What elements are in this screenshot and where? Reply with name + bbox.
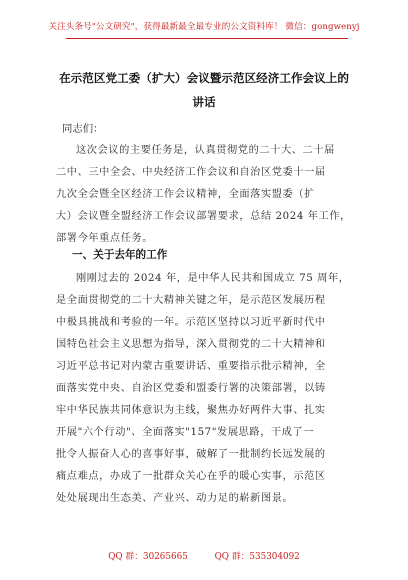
document-title-line-1: 在示范区党工委（扩大）会议暨示范区经济工作会议上的 xyxy=(59,71,349,85)
body-line: 处处展现出生态美、产业兴、动力足的崭新图景。 xyxy=(56,493,294,504)
body-line: 大）会议暨全盟经济工作会议部署要求，总结 2024 年工作， xyxy=(56,211,351,222)
body-line: 面落实党中央、自治区党委和盟委行署的决策部署，以铸 xyxy=(56,383,326,394)
body-line: 痛点难点，办成了一批群众关心在乎的暖心实事，示范区 xyxy=(56,471,326,482)
footer xyxy=(0,549,408,562)
body-line: 中极具挑战和考验的一年。示范区坚持以习近平新时代中 xyxy=(56,317,326,328)
body-line: 习近平总书记对内蒙古重要讲话、重要指示批示精神，全 xyxy=(56,361,326,372)
section-heading: 一、关于去年的工作 xyxy=(72,249,168,261)
body-line: 这次会议的主要任务是，认真贯彻党的二十大、二十届 xyxy=(76,145,335,156)
body-line: 开展"六个行动"、全面落实"157"发展思路，干成了一 xyxy=(56,427,315,438)
body-line: 批令人振奋人心的喜事好事，破解了一批制约长远发展的 xyxy=(56,449,326,460)
body-line: 刚刚过去的 2024 年，是中华人民共和国成立 75 周年， xyxy=(76,273,350,284)
body-line: 部署今年重点任务。 xyxy=(56,233,154,244)
document-title-line-2: 讲话 xyxy=(192,95,216,109)
body-line: 国特色社会主义思想为指导，深入贯彻党的二十大精神和 xyxy=(56,339,326,350)
salutation: 同志们： xyxy=(62,123,104,135)
footer-qq-group-1: QQ 群：30265665 xyxy=(108,552,188,562)
banner-rule xyxy=(66,38,348,39)
footer-qq-group-2: QQ 群：535304092 xyxy=(214,552,300,562)
body-line: 是全面贯彻党的二十大精神关键之年，是示范区发展历程 xyxy=(56,295,326,306)
body-line: 二中、三中全会、中央经济工作会议和自治区党委十一届 xyxy=(56,167,326,178)
body-line: 牢中华民族共同体意识为主线，聚焦办好两件大事、扎实 xyxy=(56,405,326,416)
body-line: 九次全会暨全区经济工作会议精神，全面落实盟委（扩 xyxy=(56,189,315,200)
header-banner: 关注头条号"公文研究"，获得最新最全最专业的公文资料库！ 微信：gongwenyj xyxy=(48,22,360,32)
